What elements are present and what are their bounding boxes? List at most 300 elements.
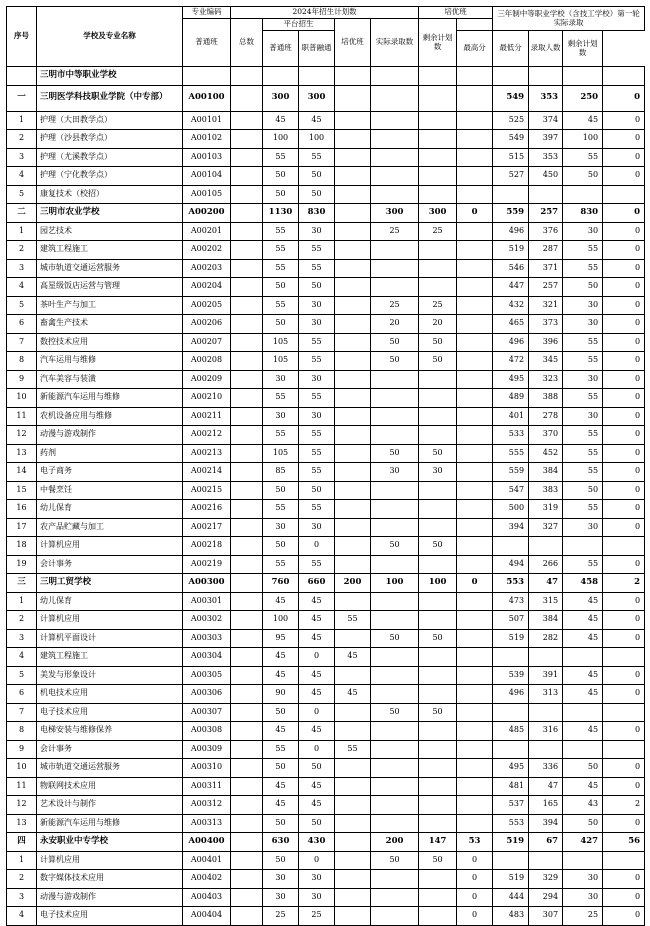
row-admit-count: 45 [563,611,603,630]
row-platform-regular: 55 [299,259,335,278]
table-row [7,148,645,167]
row-platform-vocational [335,259,371,278]
row-min-score: 294 [529,888,563,907]
row-name: 三明工贸学校 [37,574,183,593]
row-min-score: 313 [529,685,563,704]
row-remaining-plan [457,777,493,796]
row-platform-vocational [335,167,371,186]
row-name: 物联网技术应用 [37,777,183,796]
row-seq: 16 [7,500,37,519]
row-platform-regular: 45 [299,685,335,704]
row-actual-admit [419,148,457,167]
row-remaining-plan-2: 0 [603,296,645,315]
row-seq: 2 [7,611,37,630]
row-platform-regular: 55 [299,241,335,260]
row-admit-count: 427 [563,833,603,852]
row-remaining-plan-2 [603,851,645,870]
row-code: A00403 [183,888,231,907]
row-regular-class [231,611,263,630]
row-actual-admit: 50 [419,333,457,352]
row-seq: 10 [7,389,37,408]
row-regular-class [231,426,263,445]
row-min-score: 257 [529,278,563,297]
row-seq: 11 [7,407,37,426]
row-seq: 12 [7,426,37,445]
row-regular-class [231,796,263,815]
row-max-score: 549 [493,85,529,111]
row-min-score: 323 [529,370,563,389]
row-regular-class [231,370,263,389]
header-remaining-plan-2: 剩余计划数 [563,31,603,67]
row-remaining-plan-2: 2 [603,574,645,593]
row-code: A00216 [183,500,231,519]
row-peiyou-class [371,888,419,907]
table-row [7,740,645,759]
row-peiyou-class [371,111,419,130]
row-min-score [529,703,563,722]
row-platform-regular: 55 [299,148,335,167]
row-actual-admit: 50 [419,537,457,556]
row-min-score: 388 [529,389,563,408]
row-peiyou-class: 50 [371,352,419,371]
row-total: 55 [263,500,299,519]
row-platform-regular: 50 [299,185,335,204]
row-platform-regular: 55 [299,463,335,482]
row-admit-count: 25 [563,907,603,926]
row-platform-regular: 50 [299,814,335,833]
row-remaining-plan-2 [603,703,645,722]
row-remaining-plan-2 [603,185,645,204]
row-min-score: 374 [529,111,563,130]
row-peiyou-class [371,592,419,611]
row-actual-admit: 50 [419,629,457,648]
row-max-score: 525 [493,111,529,130]
row-code: A00300 [183,574,231,593]
row-peiyou-class: 20 [371,315,419,334]
row-min-score: 336 [529,759,563,778]
row-max-score [493,703,529,722]
school-row [7,204,645,223]
row-platform-regular: 30 [299,888,335,907]
row-max-score [493,537,529,556]
row-peiyou-class [371,777,419,796]
row-admit-count: 100 [563,130,603,149]
row-name: 会计事务 [37,555,183,574]
row-total: 1130 [263,204,299,223]
row-seq: 13 [7,814,37,833]
row-platform-vocational [335,241,371,260]
row-platform-regular: 55 [299,555,335,574]
row-regular-class [231,629,263,648]
row-admit-count: 30 [563,296,603,315]
row-peiyou-class [371,611,419,630]
row-seq: 17 [7,518,37,537]
row-seq: 19 [7,555,37,574]
row-remaining-plan: 0 [457,870,493,889]
row-platform-regular: 300 [299,85,335,111]
row-platform-vocational [335,315,371,334]
row-name: 汽车运用与维修 [37,352,183,371]
table-row [7,703,645,722]
row-min-score: 376 [529,222,563,241]
row-regular-class [231,888,263,907]
row-max-score: 494 [493,555,529,574]
row-total: 300 [263,85,299,111]
header-peiyou-class: 培优班 [335,19,371,67]
row-remaining-plan-2: 0 [603,611,645,630]
row-max-score: 519 [493,241,529,260]
row-regular-class [231,333,263,352]
row-code: A00209 [183,370,231,389]
row-min-score: 307 [529,907,563,926]
row-platform-vocational [335,463,371,482]
row-remaining-plan [457,426,493,445]
row-code: A00202 [183,241,231,260]
row-code: A00304 [183,648,231,667]
table-row [7,370,645,389]
row-regular-class [231,167,263,186]
row-total: 50 [263,185,299,204]
row-platform-regular: 0 [299,648,335,667]
row-actual-admit [419,481,457,500]
header-platform: 平台招生 [263,19,335,31]
row-remaining-plan-2: 56 [603,833,645,852]
row-code: A00101 [183,111,231,130]
row-admit-count: 55 [563,426,603,445]
row-regular-class [231,185,263,204]
row-admit-count: 250 [563,85,603,111]
row-seq: 5 [7,666,37,685]
row-total: 85 [263,463,299,482]
row-code: A00214 [183,463,231,482]
row-code: A00306 [183,685,231,704]
row-peiyou-class [371,555,419,574]
row-platform-vocational [335,555,371,574]
table-row [7,185,645,204]
row-min-score: 327 [529,518,563,537]
row-remaining-plan-2: 0 [603,592,645,611]
row-platform-regular: 50 [299,759,335,778]
row-remaining-plan-2: 0 [603,666,645,685]
row-admit-count: 45 [563,777,603,796]
row-remaining-plan [457,666,493,685]
row-admit-count: 55 [563,333,603,352]
table-row [7,870,645,889]
row-admit-count [563,851,603,870]
row-actual-admit [419,370,457,389]
row-admit-count: 55 [563,500,603,519]
row-admit-count: 50 [563,481,603,500]
row-code: A00307 [183,703,231,722]
row-platform-regular: 45 [299,777,335,796]
row-name: 畜禽生产技术 [37,315,183,334]
row-max-score: 401 [493,407,529,426]
row-seq: 5 [7,296,37,315]
row-max-score [493,740,529,759]
row-seq: 二 [7,204,37,223]
table-row [7,685,645,704]
row-actual-admit [419,592,457,611]
row-min-score: 396 [529,333,563,352]
row-max-score: 519 [493,870,529,889]
row-code: A00208 [183,352,231,371]
table-row [7,592,645,611]
row-name: 永安职业中专学校 [37,833,183,852]
row-code: A00401 [183,851,231,870]
row-remaining-plan [457,555,493,574]
row-actual-admit [419,907,457,926]
school-row [7,833,645,852]
row-name: 计算机应用 [37,611,183,630]
row-peiyou-class: 25 [371,222,419,241]
row-actual-admit: 147 [419,833,457,852]
row-remaining-plan-2: 0 [603,518,645,537]
row-min-score: 319 [529,500,563,519]
row-name: 药剂 [37,444,183,463]
row-min-score: 266 [529,555,563,574]
row-remaining-plan-2: 0 [603,481,645,500]
row-admit-count [563,67,603,86]
row-total: 45 [263,111,299,130]
row-max-score [493,851,529,870]
row-max-score: 549 [493,130,529,149]
row-seq: 4 [7,278,37,297]
row-code: A00218 [183,537,231,556]
row-seq [7,67,37,86]
row-min-score: 353 [529,85,563,111]
row-regular-class [231,204,263,223]
row-seq: 8 [7,352,37,371]
row-remaining-plan: 0 [457,851,493,870]
row-actual-admit [419,685,457,704]
row-name: 电子技术应用 [37,907,183,926]
row-name: 美发与形象设计 [37,666,183,685]
row-total: 50 [263,315,299,334]
row-admit-count: 45 [563,592,603,611]
row-total: 100 [263,611,299,630]
row-remaining-plan-2: 0 [603,685,645,704]
row-name: 计算机应用 [37,851,183,870]
header-platform-regular: 普通班 [263,31,299,67]
school-row [7,574,645,593]
row-platform-regular: 45 [299,111,335,130]
row-regular-class [231,722,263,741]
row-max-score: 495 [493,370,529,389]
row-regular-class [231,870,263,889]
row-seq: 4 [7,907,37,926]
header-total: 总数 [231,19,263,67]
row-min-score: 345 [529,352,563,371]
row-seq: 1 [7,222,37,241]
row-admit-count [563,185,603,204]
row-remaining-plan [457,370,493,389]
row-remaining-plan-2: 0 [603,389,645,408]
row-peiyou-class [371,648,419,667]
row-admit-count: 30 [563,870,603,889]
row-seq: 1 [7,111,37,130]
table-row [7,722,645,741]
row-min-score: 257 [529,204,563,223]
row-code: A00404 [183,907,231,926]
row-regular-class [231,148,263,167]
row-min-score: 316 [529,722,563,741]
row-name: 三明市农业学校 [37,204,183,223]
row-max-score: 533 [493,426,529,445]
row-actual-admit: 50 [419,444,457,463]
row-actual-admit [419,722,457,741]
row-platform-vocational [335,426,371,445]
row-remaining-plan-2: 0 [603,222,645,241]
row-platform-vocational: 45 [335,685,371,704]
row-platform-regular: 55 [299,389,335,408]
table-row [7,888,645,907]
row-max-score: 485 [493,722,529,741]
table-row [7,111,645,130]
row-code: A00205 [183,296,231,315]
row-peiyou-class [371,426,419,445]
row-seq: 3 [7,148,37,167]
row-remaining-plan [457,130,493,149]
row-max-score: 495 [493,759,529,778]
row-platform-regular: 25 [299,907,335,926]
row-admit-count: 55 [563,389,603,408]
row-peiyou-class: 50 [371,851,419,870]
row-seq: 9 [7,370,37,389]
row-seq: 2 [7,241,37,260]
row-remaining-plan [457,703,493,722]
row-remaining-plan-2: 0 [603,426,645,445]
table-row [7,463,645,482]
row-min-score: 450 [529,167,563,186]
row-code: A00206 [183,315,231,334]
row-regular-class [231,814,263,833]
table-row [7,333,645,352]
row-seq: 4 [7,648,37,667]
table-row [7,666,645,685]
row-platform-vocational [335,222,371,241]
row-total: 45 [263,796,299,815]
row-admit-count: 30 [563,370,603,389]
row-remaining-plan-2: 0 [603,759,645,778]
row-code: A00212 [183,426,231,445]
row-name: 中餐烹饪 [37,481,183,500]
row-platform-regular: 0 [299,851,335,870]
row-remaining-plan [457,185,493,204]
row-platform-vocational: 200 [335,574,371,593]
row-code: A00305 [183,666,231,685]
row-max-score: 432 [493,296,529,315]
row-min-score: 321 [529,296,563,315]
row-actual-admit [419,555,457,574]
row-code: A00100 [183,85,231,111]
row-admit-count: 45 [563,111,603,130]
row-total: 50 [263,167,299,186]
row-admit-count: 458 [563,574,603,593]
row-regular-class [231,278,263,297]
row-peiyou-class [371,148,419,167]
row-min-score: 315 [529,592,563,611]
row-name: 幼儿保育 [37,500,183,519]
row-total: 90 [263,685,299,704]
row-platform-regular: 100 [299,130,335,149]
row-platform-vocational [335,67,371,86]
row-peiyou-class [371,481,419,500]
row-max-score [493,648,529,667]
row-peiyou-class [371,796,419,815]
row-min-score [529,537,563,556]
row-peiyou-class [371,500,419,519]
row-code: A00301 [183,592,231,611]
row-admit-count: 50 [563,278,603,297]
row-total: 55 [263,148,299,167]
row-seq: 1 [7,592,37,611]
row-max-score: 473 [493,592,529,611]
row-regular-class [231,592,263,611]
row-seq: 3 [7,629,37,648]
table-row [7,389,645,408]
row-actual-admit [419,777,457,796]
row-min-score: 47 [529,574,563,593]
row-admit-count: 30 [563,518,603,537]
row-max-score: 539 [493,666,529,685]
row-total: 630 [263,833,299,852]
table-row [7,241,645,260]
row-name: 康复技术（校招） [37,185,183,204]
row-admit-count: 55 [563,444,603,463]
row-name: 动漫与游戏制作 [37,426,183,445]
row-platform-regular [299,67,335,86]
header-remaining-plan: 剩余计划数 [419,19,457,67]
row-code: A00207 [183,333,231,352]
row-code: A00215 [183,481,231,500]
row-admit-count: 43 [563,796,603,815]
row-regular-class [231,481,263,500]
row-remaining-plan-2: 0 [603,315,645,334]
row-remaining-plan-2: 0 [603,555,645,574]
row-code: A00104 [183,167,231,186]
row-regular-class [231,241,263,260]
row-actual-admit [419,870,457,889]
row-name: 三明市中等职业学校 [37,67,183,86]
row-seq: 一 [7,85,37,111]
row-seq: 10 [7,759,37,778]
table-row [7,796,645,815]
row-seq: 5 [7,185,37,204]
row-code: A00204 [183,278,231,297]
row-platform-vocational [335,278,371,297]
row-platform-regular: 660 [299,574,335,593]
row-peiyou-class: 100 [371,574,419,593]
row-seq: 14 [7,463,37,482]
row-remaining-plan-2 [603,537,645,556]
row-peiyou-class [371,67,419,86]
row-regular-class [231,130,263,149]
row-regular-class [231,85,263,111]
row-code: A00217 [183,518,231,537]
row-remaining-plan [457,315,493,334]
row-remaining-plan [457,463,493,482]
row-peiyou-class [371,814,419,833]
row-total: 50 [263,278,299,297]
row-platform-regular: 45 [299,592,335,611]
row-platform-vocational [335,130,371,149]
row-regular-class [231,111,263,130]
row-total: 50 [263,481,299,500]
row-total: 50 [263,759,299,778]
row-actual-admit [419,407,457,426]
row-admit-count [563,648,603,667]
row-code: A00200 [183,204,231,223]
